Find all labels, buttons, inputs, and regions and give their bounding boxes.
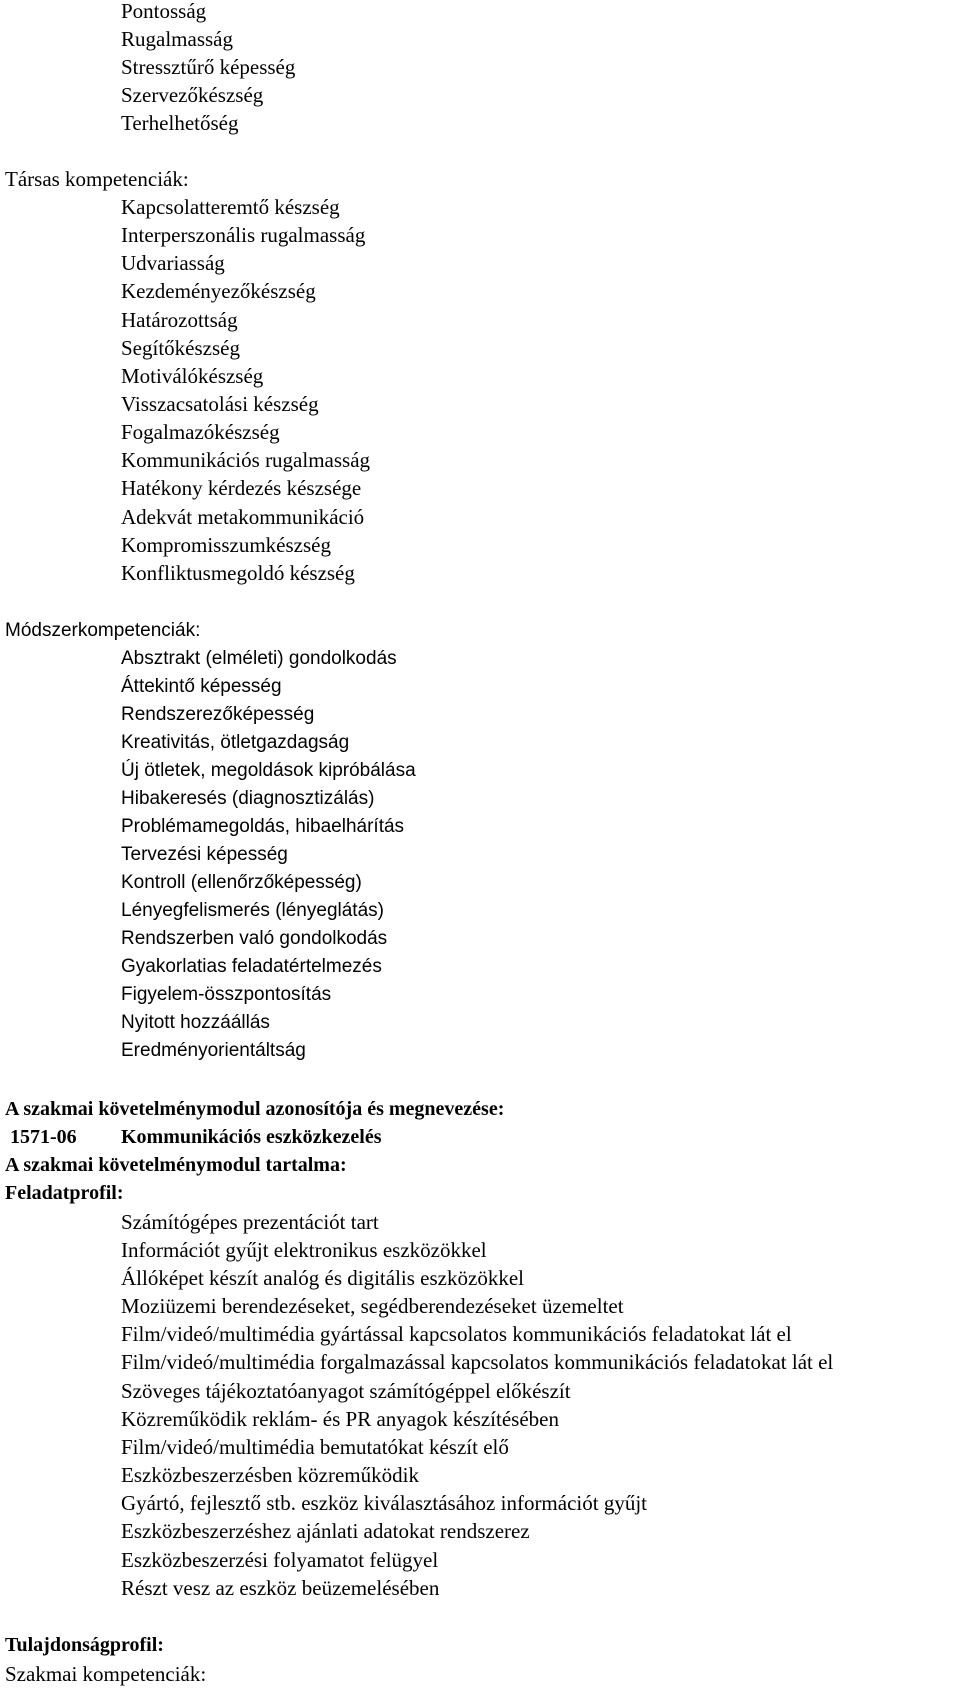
module-code: 1571-06 — [10, 1126, 77, 1148]
list-item: Kreativitás, ötletgazdagság — [121, 732, 350, 753]
list-item: Információt gyűjt elektronikus eszközökkel — [121, 1238, 487, 1262]
list-item: Közreműködik reklám- és PR anyagok készítésében — [121, 1407, 559, 1431]
list-item: Rugalmasság — [121, 27, 233, 51]
list-item: Szervezőkészség — [121, 83, 264, 107]
list-item: Eredményorientáltság — [121, 1040, 306, 1061]
module-content-heading: A szakmai követelménymodul tartalma: — [5, 1154, 347, 1176]
list-item: Nyitott hozzáállás — [121, 1012, 270, 1033]
list-item: Interperszonális rugalmasság — [121, 223, 366, 247]
list-item: Segítőkészség — [121, 336, 240, 360]
list-item: Gyártó, fejlesztő stb. eszköz kiválasztásához információt gyűjt — [121, 1491, 647, 1515]
list-item: Szöveges tájékoztatóanyagot számítógéppel előkészít — [121, 1379, 571, 1403]
list-item: Részt vesz az eszköz beüzemelésében — [121, 1576, 440, 1600]
list-item: Absztrakt (elméleti) gondolkodás — [121, 648, 397, 669]
list-item: Új ötletek, megoldások kipróbálása — [121, 760, 416, 781]
list-item: Eszközbeszerzési folyamatot felügyel — [121, 1548, 439, 1572]
list-item: Kompromisszumkészség — [121, 533, 331, 557]
module-id-heading: A szakmai követelménymodul azonosítója és megnevezése: — [5, 1098, 505, 1120]
list-item: Moziüzemi berendezéseket, segédberendezéseket üzemeltet — [121, 1294, 624, 1318]
list-item: Visszacsatolási készség — [121, 392, 319, 416]
list-item: Film/videó/multimédia forgalmazással kapcsolatos kommunikációs feladatokat lát el — [121, 1350, 834, 1374]
section-heading-method: Módszerkompetenciák: — [5, 620, 201, 641]
list-item: Konfliktusmegoldó készség — [121, 561, 355, 585]
list-item: Eszközbeszerzéshez ajánlati adatokat rendszerez — [121, 1519, 530, 1543]
list-item: Hibakeresés (diagnosztizálás) — [121, 788, 375, 809]
list-item: Terhelhetőség — [121, 111, 239, 135]
list-item: Lényegfelismerés (lényeglátás) — [121, 900, 384, 921]
list-item: Film/videó/multimédia bemutatókat készít elő — [121, 1435, 509, 1459]
list-item: Fogalmazókészség — [121, 420, 280, 444]
list-item: Hatékony kérdezés készsége — [121, 476, 362, 500]
list-item: Udvariasság — [121, 251, 225, 275]
list-item: Áttekintő képesség — [121, 676, 282, 697]
list-item: Stressztűrő képesség — [121, 55, 296, 79]
list-item: Pontosság — [121, 0, 207, 23]
professional-competences-heading: Szakmai kompetenciák: — [5, 1662, 207, 1686]
list-item: Kommunikációs rugalmasság — [121, 448, 371, 472]
list-item: Kontroll (ellenőrzőképesség) — [121, 872, 362, 893]
module-name: Kommunikációs eszközkezelés — [121, 1126, 382, 1148]
list-item: Rendszerezőképesség — [121, 704, 315, 725]
list-item: Kapcsolatteremtő készség — [121, 195, 340, 219]
property-profile-heading: Tulajdonságprofil: — [5, 1634, 164, 1656]
list-item: Tervezési képesség — [121, 844, 288, 865]
list-item: Kezdeményezőkészség — [121, 279, 316, 303]
list-item: Problémamegoldás, hibaelhárítás — [121, 816, 405, 837]
list-item: Gyakorlatias feladatértelmezés — [121, 956, 382, 977]
task-profile-heading: Feladatprofil: — [5, 1182, 124, 1204]
list-item: Film/videó/multimédia gyártással kapcsolatos kommunikációs feladatokat lát el — [121, 1322, 792, 1346]
list-item: Számítógépes prezentációt tart — [121, 1210, 379, 1234]
list-item: Figyelem-összpontosítás — [121, 984, 332, 1005]
list-item: Eszközbeszerzésben közreműködik — [121, 1463, 419, 1487]
list-item: Rendszerben való gondolkodás — [121, 928, 388, 949]
list-item: Állóképet készít analóg és digitális eszközökkel — [121, 1266, 524, 1290]
section-heading-social: Társas kompetenciák: — [5, 167, 189, 191]
list-item: Határozottság — [121, 308, 238, 332]
list-item: Adekvát metakommunikáció — [121, 505, 365, 529]
list-item: Motiválókészség — [121, 364, 264, 388]
